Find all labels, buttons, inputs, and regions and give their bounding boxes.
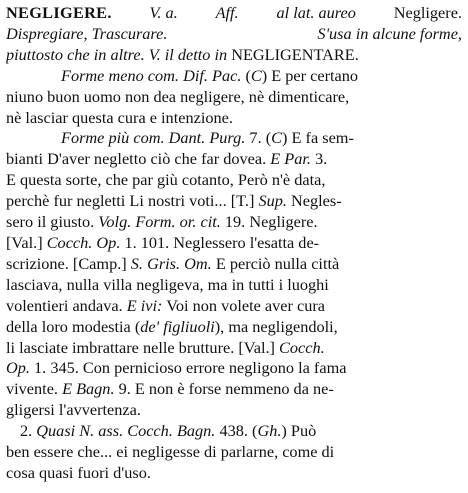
entry-text: vivente. <box>6 379 63 399</box>
entry-text: Negligere. <box>393 3 462 22</box>
entry-text: 9. E non è forse nemmeno da ne- <box>114 379 334 399</box>
entry-text: 1. 101. Neglessero l'esatta de- <box>120 232 320 252</box>
entry-text: Voi non volete aver cura <box>162 295 326 315</box>
italic-citation: Forme più com. Dant. Purg. <box>61 128 246 148</box>
italic-citation: Sup. <box>258 191 287 211</box>
italic-citation: C <box>250 65 262 85</box>
italic-citation: de' figliuoli <box>140 316 215 336</box>
italic-citation: Quasi N. ass. Cocch. Bagn. <box>36 421 216 441</box>
entry-line <box>6 128 462 149</box>
entry-text: cosa quasi fuori d'uso. <box>6 462 151 482</box>
italic-citation: al lat. aureo <box>276 3 356 22</box>
cross-reference: NEGLIGENTARE. <box>231 44 359 64</box>
italic-citation: piuttosto che in altre. V. il detto in <box>6 44 232 64</box>
entry-line <box>6 275 462 296</box>
entry-text: nè lasciar questa cura e intenzione. <box>6 107 233 127</box>
entry-line <box>6 108 462 129</box>
entry-text: ben essere che... ei negligesse di parlarne, come di <box>6 442 335 462</box>
entry-line <box>6 24 462 45</box>
entry-text: gligersi l'avvertenza. <box>6 400 141 420</box>
entry-text: 438. ( <box>215 421 258 441</box>
italic-citation: V. a. <box>149 3 178 22</box>
entry-text: ), ma negligendoli, <box>214 316 338 336</box>
entry-line <box>6 45 462 66</box>
italic-citation: Forme meno com. Dif. Pac. <box>61 65 242 85</box>
entry-text: 3. <box>310 149 328 169</box>
entry-text: lasciava, nulla villa negligeva, ma in tutti i luoghi <box>6 274 329 294</box>
entry-text: 2. <box>20 421 37 441</box>
entry-text: [Val.] <box>6 232 47 252</box>
entry-text: ) E per certano <box>261 65 359 85</box>
entry-text: scrizione. [Camp.] <box>6 253 131 273</box>
italic-citation: Cocch. Op. <box>46 232 121 252</box>
entry-text: ) Può <box>281 421 317 441</box>
entry-line <box>6 358 462 379</box>
entry-text: ) E fa sem- <box>282 128 354 148</box>
entry-text: Negles- <box>286 191 342 211</box>
entry-text: della loro modestia ( <box>6 316 141 336</box>
entry-line <box>6 400 462 421</box>
entry-line <box>6 233 462 254</box>
dictionary-entry <box>6 3 462 484</box>
entry-line <box>6 317 462 338</box>
entry-text: 1. 345. Con pernicioso errore negligono la fama <box>29 358 347 378</box>
entry-line <box>6 191 462 212</box>
entry-text: 7. ( <box>245 128 272 148</box>
entry-text: perchè fur negletti Li nostri voti... [ <box>6 191 237 211</box>
italic-citation: C <box>271 128 283 148</box>
headword: NEGLIGERE. <box>6 3 112 22</box>
italic-citation: S'usa in alcune forme, <box>317 23 462 43</box>
italic-citation: Dispregiare, Trascurare. <box>6 23 168 43</box>
entry-text: ] <box>248 191 259 211</box>
entry-line <box>6 66 462 87</box>
entry-text: volentieri andava. <box>6 295 127 315</box>
entry-line <box>6 254 462 275</box>
cross-reference: T. <box>236 191 249 211</box>
entry-line <box>6 170 462 191</box>
entry-line <box>6 87 462 108</box>
entry-text: sero il giusto. <box>6 212 99 232</box>
entry-text: ( <box>241 65 251 85</box>
entry-text: E perciò nulla città <box>211 253 340 273</box>
italic-citation: Cocch. <box>279 337 325 357</box>
entry-text: 19. Negligere. <box>220 212 318 232</box>
entry-line <box>6 212 462 233</box>
entry-line <box>6 379 462 400</box>
entry-line <box>6 463 462 484</box>
italic-citation: E Bagn. <box>62 379 115 399</box>
entry-text: E questa sorte, che par giù cotanto, Però n'è data, <box>6 170 326 190</box>
italic-citation: Volg. Form. or. cit. <box>98 212 221 232</box>
entry-line <box>6 149 462 170</box>
entry-line <box>6 421 462 442</box>
entry-text: li lasciate imbrattare nelle brutture. [Val.] <box>6 337 280 357</box>
entry-text: bianti D'aver negletto ciò che far dovea. <box>6 149 271 169</box>
entry-line <box>6 3 462 24</box>
italic-citation: S. Gris. Om. <box>130 253 212 273</box>
entry-line <box>6 296 462 317</box>
entry-line <box>6 338 462 359</box>
italic-citation: E ivi: <box>126 295 163 315</box>
entry-line <box>6 442 462 463</box>
italic-citation: Gh. <box>257 421 282 441</box>
entry-text: niuno buon uomo non dea negligere, nè dimenticare, <box>6 86 350 106</box>
italic-citation: Aff. <box>215 3 239 22</box>
italic-citation: E Par. <box>270 149 311 169</box>
italic-citation: Op. <box>6 358 30 378</box>
